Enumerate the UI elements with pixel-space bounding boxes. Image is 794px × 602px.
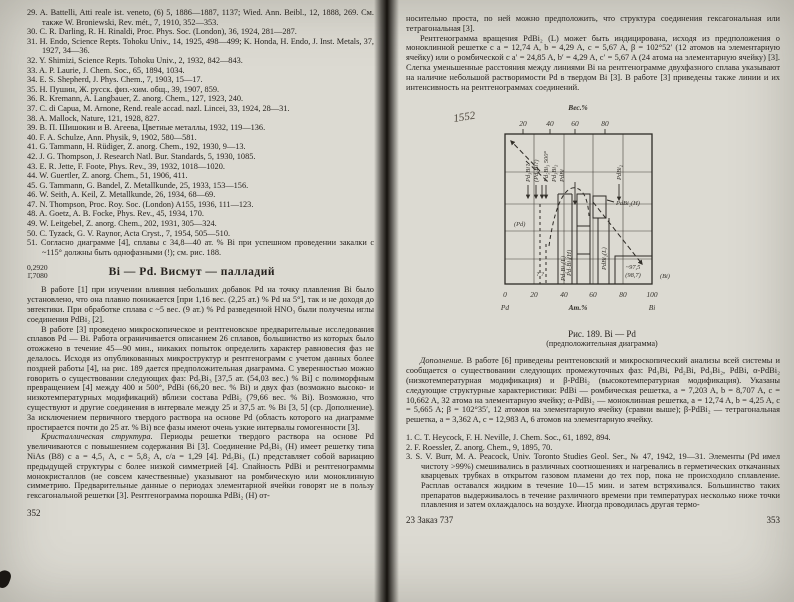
reference-item: 37. C. di Capua, M. Arnone, Rend. reale accad. nazl. Lincei, 33, 1924, 28—31. bbox=[27, 103, 290, 113]
phase-label-pd3bi2: Pd₃Bi₂ bbox=[551, 165, 558, 183]
section-heading-row bbox=[27, 264, 374, 280]
composition-value: (98,7) bbox=[625, 272, 641, 280]
bottom-tick-label: 40 bbox=[560, 290, 568, 300]
bottom-tick-label: 100 bbox=[646, 290, 658, 300]
reference-item: 31. H. Endo, Science Repts. Tohoku Univ., 14, 1925, 498—499; K. Honda, H. Endo, J. Inst. Metals, 37, 1927, 34—36. bbox=[27, 36, 374, 56]
body-paragraph: Рентгенограмма вращения PdBi₂ (L) может быть индицирована, исходя из предположения о моноклинной решетке с a = 12,74 A, b = 4,29 A, c = 5,67 A, β = 102°52′ (12 атомов на элементарную ячейку) или о ромбической с a′ = 24,85 A, b′ = 4,29 A, c′ = 5,67 A (24 атома на элементарную ячейку) [3]. Слегка уменьшенные расстояния между линиями Bi на рентгенограмме двухфазного сплава указывают на наличие небольшой растворимости Pd в твердом Bi [3]. В работе [3] приведены также линии и их интенсивность на рентгенограммах соединений. bbox=[406, 33, 780, 92]
page-footer bbox=[406, 515, 780, 525]
bottom-tick-label: 60 bbox=[589, 290, 597, 300]
phase-label-pdbi: PdBi bbox=[559, 169, 566, 183]
print-order-number: 23 Заказ 737 bbox=[406, 514, 454, 525]
reference-item: 35. Н. Пушин, Ж. русск. физ.-хим. общ., 39, 1907, 859. bbox=[27, 84, 220, 94]
crystal-structure-text: Периоды решетки твердого раствора на основе Pd увеличиваются с повышением содержания Bi [3]. Соединение Pd₅Bi₃ (H) имеет решетку типа NiAs (B8) с a = 4,5₁ A, c = 5,8₂ A, c/a = 1,29 [4]. Pd₅Bi₃ (L) представляет собой вариацию предыдущей структуры с более низкой симметрией [4]. Спайность PdBi и рентгенограммы монокристаллов (не совсем качественные) указывают на ромбическую или моноклинную симметрию. Предварительные данные о периодах элементарной ячейки говорят не в пользу гексагональной решетки [3]. Рентгенограмма порошка PdBi₂ (H) от- bbox=[27, 432, 374, 501]
reference-item: 34. E. S. Shepherd, J. Phys. Chem., 7, 1903, 15—17. bbox=[27, 75, 203, 85]
supplement-paragraph bbox=[406, 356, 780, 425]
reference-list-right bbox=[406, 433, 780, 510]
margin-log-note bbox=[27, 264, 48, 280]
reference-item: 43. E. R. Jette, F. Foote, Phys. Rev., 39, 1932, 1018—1020. bbox=[27, 161, 225, 171]
diagram-grid bbox=[505, 134, 652, 284]
phase-label-pd5bi3: Pd₅Bi₃ 500° bbox=[543, 151, 550, 183]
reference-item: 39. В. П. Шишокин и В. Агеева, Цветные металлы, 1932, 119—136. bbox=[27, 123, 266, 133]
page-number-left: 352 bbox=[27, 507, 41, 518]
reference-item: 47. N. Thompson, Proc. Roy. Soc. (London) A155, 1936, 111—123. bbox=[27, 199, 254, 209]
region-label-pdbi2-h: PdBi₂(H) bbox=[616, 200, 640, 208]
reference-item: 46. W. Seith, A. Keil, Z. Metallkunde, 26, 1934, 68—69. bbox=[27, 190, 216, 200]
bottom-axis-label: Ат.% bbox=[568, 303, 588, 313]
reference-item: 41. G. Tammann, H. Rüdiger, Z. anorg. Chem., 192, 1930, 9—13. bbox=[27, 142, 246, 152]
reference-item: 51. Согласно диаграмме [4], сплавы с 34,8—40 ат. % Bi при успешном проведении закалки с ~115° должны быть однофазными (!); см. рис. 188. bbox=[27, 238, 374, 257]
phase-pointer-arrows bbox=[528, 182, 619, 204]
diagram-frame bbox=[505, 134, 652, 284]
body-paragraph: В работе [3] проведено микроскопическое и рентгеновское предварительные исследования сплавов Pd — Bi. Работа ограничивается описанием 26 сплавов, большинство из которых было отожжено в течение 45—90 мин., никаких попыток определить характер равновесия фаз не делалось. Исходя из опубликованных микроструктур и рентгенограмм с учетом данных более поздней работы [4], на рис. 189 дается предположительная диаграмма. С уверенностью можно говорить о существовании следующих фаз: Pd₅Bi₃ [37,5 ат. (54,03 вес.) % Bi] с полиморфным превращением [4] между 400 и 500°, PdBi (66,20 вес. % Bi) и двух фаз (возможно высоко- и низкотемпературных модификаций) вблизи состава PdBi₂ (79,66 вес. % Bi). Возможно, что существуют и другие соединения в интервале между 25 и 37,5 ат. % Bi [3, 5] (ср. Дополнение). За исключением первичного твердого раствора на основе Pd (область которого на диаграмме простирается почти до 25 ат. % Bi) все фазы имеют очень узкие интервалы гомогенности [3]. bbox=[27, 324, 374, 432]
top-tick-label: 80 bbox=[601, 119, 609, 129]
top-axis-label: Вес.% bbox=[568, 103, 588, 113]
top-tick-marks bbox=[523, 129, 605, 134]
handwritten-note: 1552 bbox=[452, 110, 477, 126]
region-label-pdbi2-l: PdBi₂(L) bbox=[601, 247, 608, 271]
reference-item: 1. C. T. Heycock, F. H. Neville, J. Chem. Soc., 61, 1892, 894. bbox=[406, 432, 611, 442]
reference-item: 48. A. Goetz, A. B. Focke, Phys. Rev., 45, 1934, 170. bbox=[27, 209, 204, 219]
supplement-lead: Дополнение. bbox=[420, 356, 464, 366]
reference-item: 30. C. R. Darling, R. H. Rinaldi, Proc. Phys. Soc. (London), 36, 1924, 281—287. bbox=[27, 27, 297, 37]
reference-item: 2. F. Roessler, Z. anorg. Chem., 9, 1895, 70. bbox=[406, 442, 553, 452]
region-label-pd: (Pd) bbox=[514, 221, 526, 229]
margin-log-top: 0,2920 bbox=[27, 263, 48, 273]
left-page bbox=[0, 0, 378, 602]
phase-label-pdbi2: PdBi₂ bbox=[616, 165, 623, 181]
bottom-tick-label: 0 bbox=[503, 290, 507, 300]
top-tick-label: 60 bbox=[571, 119, 579, 129]
body-paragraph: В работе [1] при изучении влияния небольших добавок Pd на точку плавления Bi было установлено, что она плавно понижается [при 1,16 вес. (2,25 ат.) % Pd на 5°], так и не доходя до эвтектики. При обработке сплава с ~5 вес. (9 ат.) % Pd разведенной HNO₃ были получены иглы соединения PdBi₂ [2]. bbox=[27, 285, 374, 324]
phase-label-pd3bi: Pd₃Bi? bbox=[525, 164, 532, 183]
phase-diagram-figure bbox=[430, 98, 780, 325]
right-page bbox=[398, 0, 794, 602]
reference-item: 32. Y. Shimizi, Science Repts. Tohoku Univ., 2, 1932, 842—843. bbox=[27, 55, 243, 65]
top-tick-label: 20 bbox=[519, 119, 527, 129]
axis-endpoint-pd: Pd bbox=[500, 303, 510, 313]
bottom-tick-label: 80 bbox=[619, 290, 627, 300]
figure-caption-subtitle: (предположительная диаграмма) bbox=[546, 339, 658, 349]
figure-caption bbox=[424, 329, 780, 348]
reference-item: 38. A. Mallock, Nature, 121, 1928, 827. bbox=[27, 113, 160, 123]
bottom-tick-label: 20 bbox=[530, 290, 538, 300]
reference-item: 40. F. A. Schulze, Ann. Physik, 9, 1902, 580—581. bbox=[27, 132, 197, 142]
reference-item: 50. C. Tyzack, G. V. Raynor, Acta Cryst., 7, 1954, 505—510. bbox=[27, 228, 231, 238]
reference-item: 29. A. Battelli, Atti reale ist. veneto, (6) 5, 1886—1887, 1137; Wied. Ann. Beibl., 12, 1888, 269. См. также W. Broniewski, Rev. mét., 7, 1910, 352—353. bbox=[27, 8, 374, 27]
phase-label-pd2bi: (Pd₂Bi?) bbox=[533, 159, 540, 183]
phase-diagram-svg bbox=[430, 98, 740, 320]
figure-caption-title: Рис. 189. Bi — Pd bbox=[568, 329, 636, 340]
gutter-shadow bbox=[374, 0, 399, 602]
margin-log-bottom: 1̄,7080 bbox=[27, 271, 48, 281]
crystal-structure-lead: Кристаллическая структура. bbox=[41, 432, 153, 442]
region-label-bi: (Bi) bbox=[660, 273, 670, 281]
reference-item: 36. R. Kremann, A. Langbauer, Z. anorg. Chem., 127, 1923, 240. bbox=[27, 94, 244, 104]
section-title: Bi — Pd. Висмут — палладий bbox=[108, 266, 275, 279]
region-label-pd5bi3-l: Pd₅Bi₃(L) bbox=[560, 256, 567, 282]
axis-endpoint-bi: Bi bbox=[648, 303, 656, 313]
reference-list-left bbox=[27, 8, 374, 257]
crystal-structure-paragraph bbox=[27, 432, 374, 501]
body-paragraph: носительно проста, по ней можно предположить, что структура соединения гексагональная или тетрагональная [3]. bbox=[406, 14, 780, 33]
supplement-text: В работе [6] приведены рентгеновский и микроскопический анализы всей системы и сообщается о существовании следующих промежуточных фаз: Pd₃Bi, Pd₂Bi, Pd₃Bi₂, PdBi, α-PdBi₂ (низкотемпературная модификация) и β-PdBi₂ (высокотемпературная модификация). Указаны следующие структурные характеристики: PdBi — ромбическая решетка, a = 7,203 A, b = 8,707 A, c = 10,662 A, 32 атома на элементарную ячейку; α-PdBi₂ — моноклинная решетка, a = 12,74 A, b = 4,25 A, c = 5,665 A; β = 102°35′, 12 атомов на элементарную ячейку (сравни выше); β-PdBi₂ — тетрагональная решетка, a = 3,362 A, c = 12,983 A, 6 атомов на элементарную ячейку. bbox=[406, 356, 780, 425]
page-number-right: 353 bbox=[766, 514, 780, 525]
reference-item: 3. S. V. Burr, M. A. Peacock, Univ. Toronto Studies Geol. Ser., № 47, 1942, 19—31. Элементы (Pd имел чистоту >99%) смешивались в различных соотношениях и нагревались в герметических откачанных кварцевых трубках в открытом газовом пламени до тех пор, пока не происходило сплавление. Расплав оставался жидким в течение 10—15 мин. и затем встряхивался. Большинство таких препаратов выдерживалось в течение различного времени при температурах несколько ниже точки плавления и затем охлаждалось на воздухе. Иногда проводилась другая термо- bbox=[406, 452, 780, 510]
question-marks: ? ? bbox=[536, 271, 544, 279]
reference-item: 33. A. P. Laurie, J. Chem. Soc., 65, 1894, 1034. bbox=[27, 65, 185, 75]
reference-item: 49. W. Leitgebel, Z. anorg. Chem., 202, 1931, 305—324. bbox=[27, 219, 217, 229]
region-label-pd5bi3-h: Pd₅Bi₃(H) bbox=[566, 250, 573, 277]
reference-item: 44. W. Guertler, Z. anorg. Chem., 51, 1906, 411. bbox=[27, 171, 188, 181]
top-tick-label: 40 bbox=[546, 119, 554, 129]
composition-value: ~97,5 bbox=[625, 264, 641, 272]
reference-item: 45. G. Tammann, G. Bandel, Z. Metallkunde, 25, 1933, 153—156. bbox=[27, 180, 249, 190]
reference-item: 42. J. G. Thompson, J. Research Natl. Bur. Standards, 5, 1930, 1085. bbox=[27, 151, 256, 161]
